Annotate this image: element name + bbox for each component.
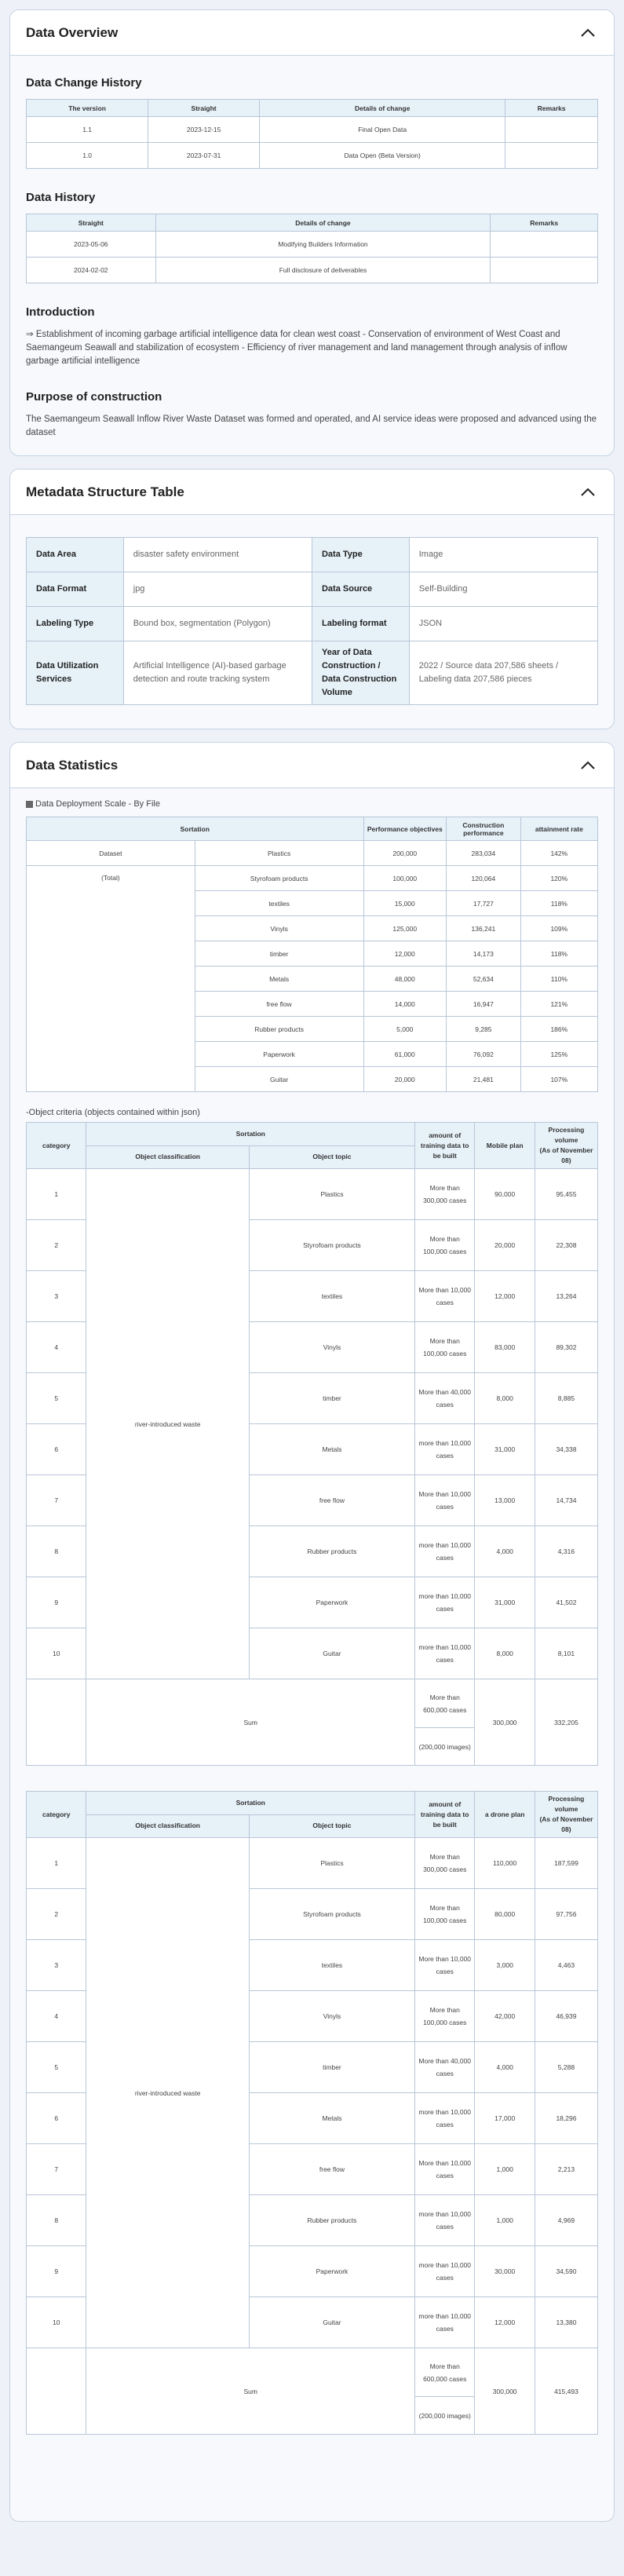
sum-amount-cell: More than 600,000 cases [415, 1679, 475, 1728]
meta-value: jpg [123, 572, 312, 607]
object-topic-cell: Paperwork [195, 1042, 363, 1067]
meta-label: Labeling Type [27, 607, 124, 641]
table-row [27, 143, 598, 169]
category-cell: 8 [27, 1526, 86, 1577]
plan-cell: 90,000 [475, 1169, 535, 1220]
plan-cell: 8,000 [475, 1373, 535, 1424]
amount-cell: More than 10,000 cases [415, 1940, 475, 1991]
data-overview-card [9, 9, 615, 456]
metadata-header[interactable] [10, 470, 614, 515]
cell: Modifying Builders Information [155, 232, 491, 258]
object-topic-cell: Guitar [195, 1067, 363, 1092]
object-topic-cell: Styrofoam products [249, 1889, 414, 1940]
objective-cell: 200,000 [363, 841, 447, 866]
metadata-card [9, 469, 615, 729]
metadata-table [26, 537, 598, 705]
object-topic-cell: Vinyls [249, 1322, 414, 1373]
object-topic-cell: free flow [249, 1475, 414, 1526]
objective-cell: 12,000 [363, 941, 447, 966]
object-topic-cell: Paperwork [249, 1577, 414, 1628]
meta-label: Data Utilization Services [27, 641, 124, 705]
processing-cell: 2,213 [535, 2144, 597, 2195]
mobile-header-processing [535, 1123, 597, 1169]
object-topic-cell: Guitar [249, 2297, 414, 2348]
rate-cell: 186% [520, 1017, 597, 1042]
amount-cell: more than 10,000 cases [415, 2195, 475, 2246]
category-cell: 10 [27, 2297, 86, 2348]
object-topic-cell: Vinyls [249, 1991, 414, 2042]
category-cell: 5 [27, 2042, 86, 2093]
scale-table-body [27, 841, 598, 1092]
category-cell: 4 [27, 1991, 86, 2042]
plan-cell: 110,000 [475, 1838, 535, 1889]
cell: 2023-05-06 [27, 232, 156, 258]
table-row [27, 841, 598, 866]
cell: 1.1 [27, 117, 148, 143]
processing-cell: 34,590 [535, 2246, 597, 2297]
amount-cell: More than 300,000 cases [415, 1169, 475, 1220]
table-row [27, 232, 598, 258]
category-cell: 7 [27, 2144, 86, 2195]
drone-table [26, 1791, 598, 2435]
change-history-header-details: Details of change [259, 100, 505, 117]
object-topic-cell: Plastics [195, 841, 363, 866]
processing-cell: 89,302 [535, 1322, 597, 1373]
category-cell: 6 [27, 1424, 86, 1475]
sum-images-cell: (200,000 images) [415, 1728, 475, 1766]
change-history-header-remarks: Remarks [505, 100, 598, 117]
classification-cell: river-introduced waste [86, 1169, 249, 1679]
object-topic-cell: Styrofoam products [195, 866, 363, 891]
processing-cell: 13,380 [535, 2297, 597, 2348]
processing-cell: 8,101 [535, 1628, 597, 1679]
processing-cell: 5,288 [535, 2042, 597, 2093]
table-row [27, 117, 598, 143]
objective-cell: 14,000 [363, 992, 447, 1017]
chevron-up-icon[interactable] [579, 484, 597, 501]
mobile-header-topic: Object topic [249, 1145, 414, 1169]
purpose-title: Purpose of construction [26, 390, 162, 404]
data-statistics-body [10, 788, 614, 2521]
amount-cell: more than 10,000 cases [415, 1526, 475, 1577]
objective-cell: 125,000 [363, 916, 447, 941]
objective-cell: 5,000 [363, 1017, 447, 1042]
object-topic-cell: timber [249, 2042, 414, 2093]
meta-value: JSON [409, 607, 597, 641]
mobile-table [26, 1122, 598, 1766]
table-row [27, 607, 598, 641]
object-topic-cell: Rubber products [195, 1017, 363, 1042]
rate-cell: 109% [520, 916, 597, 941]
change-history-title: Data Change History [26, 76, 142, 90]
objective-cell: 61,000 [363, 1042, 447, 1067]
dataset-total-cell: (Total) [27, 866, 195, 1092]
meta-value: Image [409, 538, 597, 572]
meta-label: Data Type [312, 538, 409, 572]
category-cell: 9 [27, 1577, 86, 1628]
sum-processing-cell: 415,493 [535, 2348, 597, 2435]
meta-label: Year of Data Construction / Data Construction Volume [312, 641, 409, 705]
object-topic-cell: Metals [195, 966, 363, 992]
table-row [27, 258, 598, 283]
plan-cell: 4,000 [475, 1526, 535, 1577]
plan-cell: 20,000 [475, 1220, 535, 1271]
meta-value: disaster safety environment [123, 538, 312, 572]
drone-header-processing-sub: (As of November 08) [539, 1815, 593, 1833]
performance-cell: 52,634 [447, 966, 521, 992]
sum-amount-cell: More than 600,000 cases [415, 2348, 475, 2397]
sum-plan-cell: 300,000 [475, 1679, 535, 1766]
object-caption: -Object criteria (objects contained within json) [26, 1108, 200, 1117]
mobile-table-body [27, 1169, 598, 1766]
plan-cell: 3,000 [475, 1940, 535, 1991]
meta-label: Data Format [27, 572, 124, 607]
rate-cell: 121% [520, 992, 597, 1017]
performance-cell: 9,285 [447, 1017, 521, 1042]
plan-cell: 80,000 [475, 1889, 535, 1940]
performance-cell: 21,481 [447, 1067, 521, 1092]
mobile-header-amount: amount of training data to be built [415, 1123, 475, 1169]
category-cell: 1 [27, 1838, 86, 1889]
cell [491, 258, 598, 283]
processing-cell: 4,316 [535, 1526, 597, 1577]
amount-cell: More than 100,000 cases [415, 1889, 475, 1940]
drone-header-sortation: Sortation [86, 1792, 415, 1815]
object-topic-cell: Guitar [249, 1628, 414, 1679]
object-topic-cell: Styrofoam products [249, 1220, 414, 1271]
data-history-title: Data History [26, 191, 96, 204]
object-topic-cell: timber [249, 1373, 414, 1424]
chevron-up-icon[interactable] [579, 24, 597, 42]
category-cell: 9 [27, 2246, 86, 2297]
cell: Final Open Data [259, 117, 505, 143]
performance-cell: 14,173 [447, 941, 521, 966]
objective-cell: 48,000 [363, 966, 447, 992]
rate-cell: 110% [520, 966, 597, 992]
amount-cell: More than 40,000 cases [415, 1373, 475, 1424]
classification-cell: river-introduced waste [86, 1838, 249, 2348]
data-history-table [26, 214, 598, 283]
processing-cell: 4,463 [535, 1940, 597, 1991]
processing-cell: 34,338 [535, 1424, 597, 1475]
category-cell: 1 [27, 1169, 86, 1220]
drone-header-topic: Object topic [249, 1814, 414, 1838]
sum-plan-cell: 300,000 [475, 2348, 535, 2435]
object-topic-cell: timber [195, 941, 363, 966]
processing-cell: 46,939 [535, 1991, 597, 2042]
amount-cell: more than 10,000 cases [415, 1424, 475, 1475]
introduction-text: ⇒ Establishment of incoming garbage artificial intelligence data for clean west coast - Conservation of environment of West Coast and Saemangeum Seawall and stabilization of ecosystem - Efficiency of river management and land management through analysis of inflow garbage artificial intelligence [26, 330, 567, 366]
rate-cell: 118% [520, 891, 597, 916]
processing-cell: 14,734 [535, 1475, 597, 1526]
mobile-header-sortation: Sortation [86, 1123, 415, 1146]
amount-cell: more than 10,000 cases [415, 1628, 475, 1679]
amount-cell: More than 40,000 cases [415, 2042, 475, 2093]
meta-value: Self-Building [409, 572, 597, 607]
performance-cell: 17,727 [447, 891, 521, 916]
change-history-table [26, 99, 598, 169]
metadata-title: Metadata Structure Table [26, 484, 184, 499]
processing-cell: 8,885 [535, 1373, 597, 1424]
sum-processing-cell: 332,205 [535, 1679, 597, 1766]
object-topic-cell: textiles [249, 1940, 414, 1991]
cell: 2024-02-02 [27, 258, 156, 283]
sum-row [27, 2348, 598, 2397]
amount-cell: More than 100,000 cases [415, 1220, 475, 1271]
object-topic-cell: Vinyls [195, 916, 363, 941]
chevron-up-icon[interactable] [579, 757, 597, 774]
object-topic-cell: Paperwork [249, 2246, 414, 2297]
meta-label: Labeling format [312, 607, 409, 641]
dataset-label-cell: Dataset [27, 841, 195, 866]
meta-value: Artificial Intelligence (AI)-based garbage detection and route tracking system [123, 641, 312, 705]
scale-table [26, 817, 598, 1092]
amount-cell: more than 10,000 cases [415, 2297, 475, 2348]
performance-cell: 16,947 [447, 992, 521, 1017]
table-row [27, 1169, 598, 1220]
plan-cell: 4,000 [475, 2042, 535, 2093]
processing-cell: 97,756 [535, 1889, 597, 1940]
mobile-header-classification: Object classification [86, 1145, 249, 1169]
scale-caption-text: Data Deployment Scale - By File [35, 799, 160, 809]
category-cell: 5 [27, 1373, 86, 1424]
drone-header-plan: a drone plan [475, 1792, 535, 1838]
drone-header-processing-text: Processing volume [548, 1795, 585, 1813]
amount-cell: More than 10,000 cases [415, 2144, 475, 2195]
cell: 2023-12-15 [148, 117, 260, 143]
sum-images-cell: (200,000 images) [415, 2397, 475, 2435]
plan-cell: 30,000 [475, 2246, 535, 2297]
rate-cell: 142% [520, 841, 597, 866]
metadata-body [10, 515, 614, 729]
data-overview-header[interactable] [10, 10, 614, 56]
scale-caption [26, 799, 598, 809]
mobile-header-processing-sub: (As of November 08) [539, 1146, 593, 1164]
category-cell: 10 [27, 1628, 86, 1679]
object-topic-cell: Plastics [249, 1838, 414, 1889]
table-row [27, 641, 598, 705]
mobile-header-category: category [27, 1123, 86, 1169]
drone-header-classification: Object classification [86, 1814, 249, 1838]
category-cell: 3 [27, 1271, 86, 1322]
table-row [27, 1838, 598, 1889]
processing-cell: 22,308 [535, 1220, 597, 1271]
processing-cell: 13,264 [535, 1271, 597, 1322]
scale-header-rate: attainment rate [520, 817, 597, 841]
plan-cell: 31,000 [475, 1424, 535, 1475]
data-overview-body [10, 56, 614, 455]
object-topic-cell: Rubber products [249, 1526, 414, 1577]
cell [491, 232, 598, 258]
amount-cell: More than 10,000 cases [415, 1271, 475, 1322]
table-row [27, 538, 598, 572]
category-cell: 3 [27, 1940, 86, 1991]
scale-header-performance: Construction performance [447, 817, 521, 841]
sum-empty-cell [27, 2348, 86, 2435]
scale-header-sortation: Sortation [27, 817, 364, 841]
rate-cell: 118% [520, 941, 597, 966]
plan-cell: 12,000 [475, 1271, 535, 1322]
plan-cell: 8,000 [475, 1628, 535, 1679]
data-history-header-details: Details of change [155, 214, 491, 232]
performance-cell: 120,064 [447, 866, 521, 891]
purpose-text: The Saemangeum Seawall Inflow River Waste Dataset was formed and operated, and AI service ideas were proposed and advanced using the dataset [26, 415, 597, 437]
cell: Full disclosure of deliverables [155, 258, 491, 283]
object-topic-cell: Metals [249, 1424, 414, 1475]
drone-header-category: category [27, 1792, 86, 1838]
change-history-header-straight: Straight [148, 100, 260, 117]
mobile-header-processing-text: Processing volume [548, 1126, 585, 1144]
object-topic-cell: free flow [195, 992, 363, 1017]
object-topic-cell: Plastics [249, 1169, 414, 1220]
meta-label: Data Source [312, 572, 409, 607]
objective-cell: 15,000 [363, 891, 447, 916]
scale-header-objectives: Performance objectives [363, 817, 447, 841]
square-bullet-icon [26, 801, 33, 808]
sum-empty-cell [27, 1679, 86, 1766]
category-cell: 7 [27, 1475, 86, 1526]
processing-cell: 41,502 [535, 1577, 597, 1628]
introduction-title: Introduction [26, 305, 95, 319]
category-cell: 2 [27, 1220, 86, 1271]
mobile-header-plan: Mobile plan [475, 1123, 535, 1169]
performance-cell: 283,034 [447, 841, 521, 866]
plan-cell: 12,000 [475, 2297, 535, 2348]
rate-cell: 125% [520, 1042, 597, 1067]
data-statistics-header[interactable] [10, 743, 614, 788]
plan-cell: 13,000 [475, 1475, 535, 1526]
sum-label-cell: Sum [86, 2348, 415, 2435]
object-topic-cell: Rubber products [249, 2195, 414, 2246]
cell [505, 117, 598, 143]
data-history-header-remarks: Remarks [491, 214, 598, 232]
amount-cell: More than 10,000 cases [415, 1475, 475, 1526]
cell [505, 143, 598, 169]
sum-row [27, 1679, 598, 1728]
processing-cell: 95,455 [535, 1169, 597, 1220]
drone-header-processing [535, 1792, 597, 1838]
object-topic-cell: textiles [249, 1271, 414, 1322]
sum-label-cell: Sum [86, 1679, 415, 1766]
category-cell: 8 [27, 2195, 86, 2246]
performance-cell: 76,092 [447, 1042, 521, 1067]
amount-cell: more than 10,000 cases [415, 2246, 475, 2297]
rate-cell: 107% [520, 1067, 597, 1092]
cell: 2023-07-31 [148, 143, 260, 169]
drone-table-body [27, 1838, 598, 2435]
data-statistics-title: Data Statistics [26, 757, 119, 773]
category-cell: 6 [27, 2093, 86, 2144]
object-topic-cell: Metals [249, 2093, 414, 2144]
cell: 1.0 [27, 143, 148, 169]
meta-value: 2022 / Source data 207,586 sheets / Labeling data 207,586 pieces [409, 641, 597, 705]
processing-cell: 187,599 [535, 1838, 597, 1889]
amount-cell: More than 300,000 cases [415, 1838, 475, 1889]
data-overview-title: Data Overview [26, 24, 119, 40]
change-history-header-version: The version [27, 100, 148, 117]
category-cell: 4 [27, 1322, 86, 1373]
plan-cell: 83,000 [475, 1322, 535, 1373]
meta-value: Bound box, segmentation (Polygon) [123, 607, 312, 641]
objective-cell: 100,000 [363, 866, 447, 891]
meta-label: Data Area [27, 538, 124, 572]
objective-cell: 20,000 [363, 1067, 447, 1092]
plan-cell: 1,000 [475, 2144, 535, 2195]
processing-cell: 4,969 [535, 2195, 597, 2246]
amount-cell: More than 100,000 cases [415, 1991, 475, 2042]
category-cell: 2 [27, 1889, 86, 1940]
data-statistics-card [9, 742, 615, 2522]
drone-header-amount: amount of training data to be built [415, 1792, 475, 1838]
plan-cell: 17,000 [475, 2093, 535, 2144]
data-history-header-straight: Straight [27, 214, 156, 232]
processing-cell: 18,296 [535, 2093, 597, 2144]
amount-cell: more than 10,000 cases [415, 1577, 475, 1628]
plan-cell: 42,000 [475, 1991, 535, 2042]
amount-cell: more than 10,000 cases [415, 2093, 475, 2144]
object-topic-cell: textiles [195, 891, 363, 916]
table-row [27, 866, 598, 891]
rate-cell: 120% [520, 866, 597, 891]
object-topic-cell: free flow [249, 2144, 414, 2195]
cell: Data Open (Beta Version) [259, 143, 505, 169]
amount-cell: More than 100,000 cases [415, 1322, 475, 1373]
plan-cell: 31,000 [475, 1577, 535, 1628]
performance-cell: 136,241 [447, 916, 521, 941]
table-row [27, 572, 598, 607]
plan-cell: 1,000 [475, 2195, 535, 2246]
